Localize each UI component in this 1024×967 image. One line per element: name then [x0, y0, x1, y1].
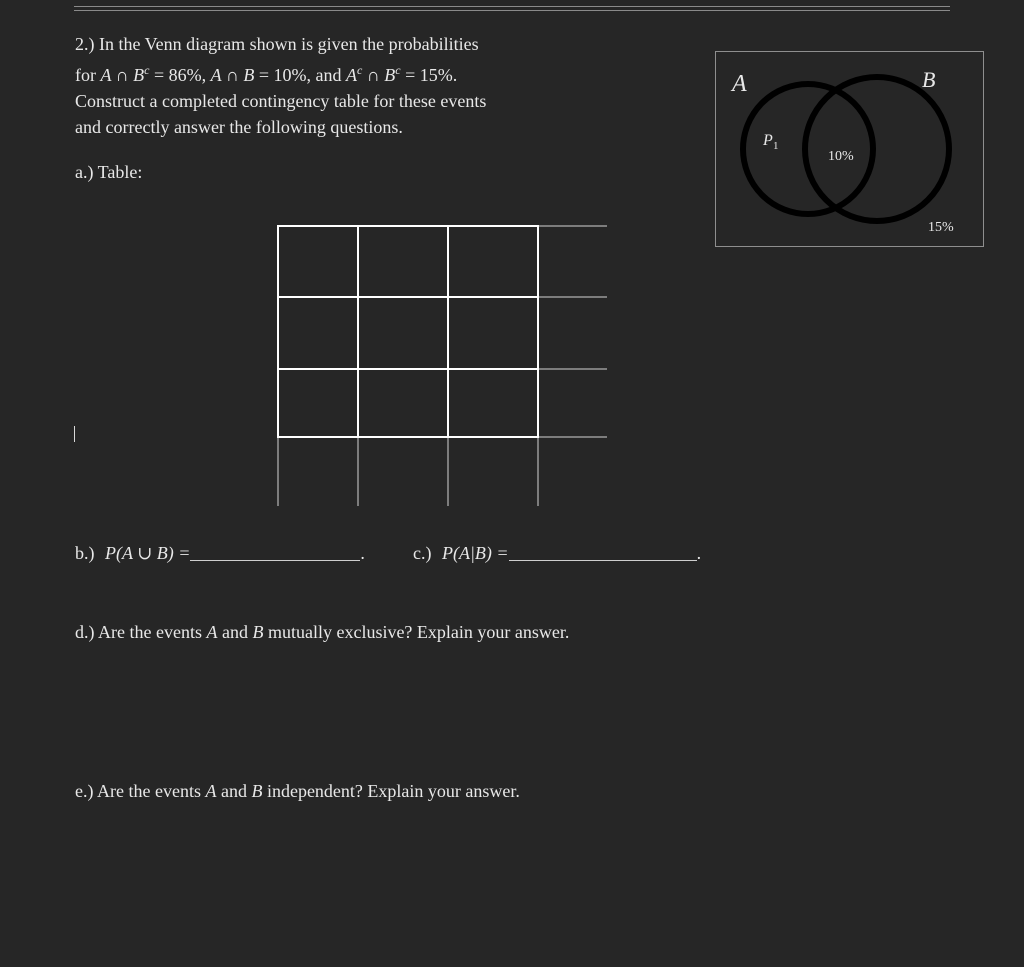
part-d	[75, 622, 569, 643]
part-a-label: a.) Table:	[75, 162, 143, 182]
part-b-expression: P(A ∪ B) =	[105, 543, 191, 563]
part-e-text-post: independent? Explain your answer.	[266, 781, 520, 801]
value-86: = 86%,	[149, 65, 207, 85]
venn-label-outside: 15%	[928, 220, 954, 235]
part-d-and: and	[221, 622, 248, 642]
text-cursor	[74, 426, 75, 442]
part-d-event-a: A	[206, 622, 218, 642]
venn-label-p1-subscript: 1	[773, 140, 779, 152]
part-c	[413, 543, 701, 564]
part-e-text-pre: e.) Are the events	[75, 781, 201, 801]
problem-number: 2.)	[75, 34, 95, 54]
venn-svg	[716, 52, 983, 246]
venn-diagram	[715, 51, 984, 247]
part-b	[75, 543, 365, 564]
part-c-answer-blank[interactable]	[509, 544, 697, 561]
part-e-and: and	[220, 781, 247, 801]
complement-superscript: c	[144, 63, 150, 77]
complement-superscript: c	[395, 63, 401, 77]
part-b-label: b.)	[75, 543, 95, 563]
expr-ac: A	[345, 65, 357, 85]
value-10: = 10%, and	[254, 65, 342, 85]
part-c-expression: P(A|B) =	[441, 543, 509, 563]
expr-int-b: ∩ B	[362, 65, 396, 85]
part-b-period: .	[360, 543, 365, 563]
part-b-answer-blank[interactable]	[190, 544, 360, 561]
part-c-period: .	[696, 543, 702, 563]
part-e	[75, 781, 520, 802]
venn-label-intersection: 10%	[828, 149, 854, 164]
part-e-event-a: A	[205, 781, 217, 801]
part-d-event-b: B	[252, 622, 264, 642]
complement-superscript: c	[356, 63, 363, 77]
part-c-label: c.)	[413, 543, 432, 563]
venn-label-a: A	[732, 71, 747, 97]
part-e-event-b: B	[251, 781, 263, 801]
problem-line-4: and correctly answer the following questions.	[75, 117, 403, 137]
venn-circle-b	[805, 77, 949, 221]
part-d-text-pre: d.) Are the events	[75, 622, 202, 642]
value-15: = 15%.	[400, 65, 458, 85]
expr-a-int-bc: A ∩ B	[100, 65, 145, 85]
venn-label-p1: P	[763, 132, 773, 149]
part-d-text-post: mutually exclusive? Explain your answer.	[267, 622, 570, 642]
problem-line-1-text: In the Venn diagram shown is given the probabilities	[99, 34, 479, 54]
problem-line-3: Construct a completed contingency table for these events	[75, 91, 487, 111]
venn-label-b: B	[922, 67, 936, 92]
expr-a-int-b: A ∩ B	[210, 65, 255, 85]
for-word: for	[75, 65, 96, 85]
